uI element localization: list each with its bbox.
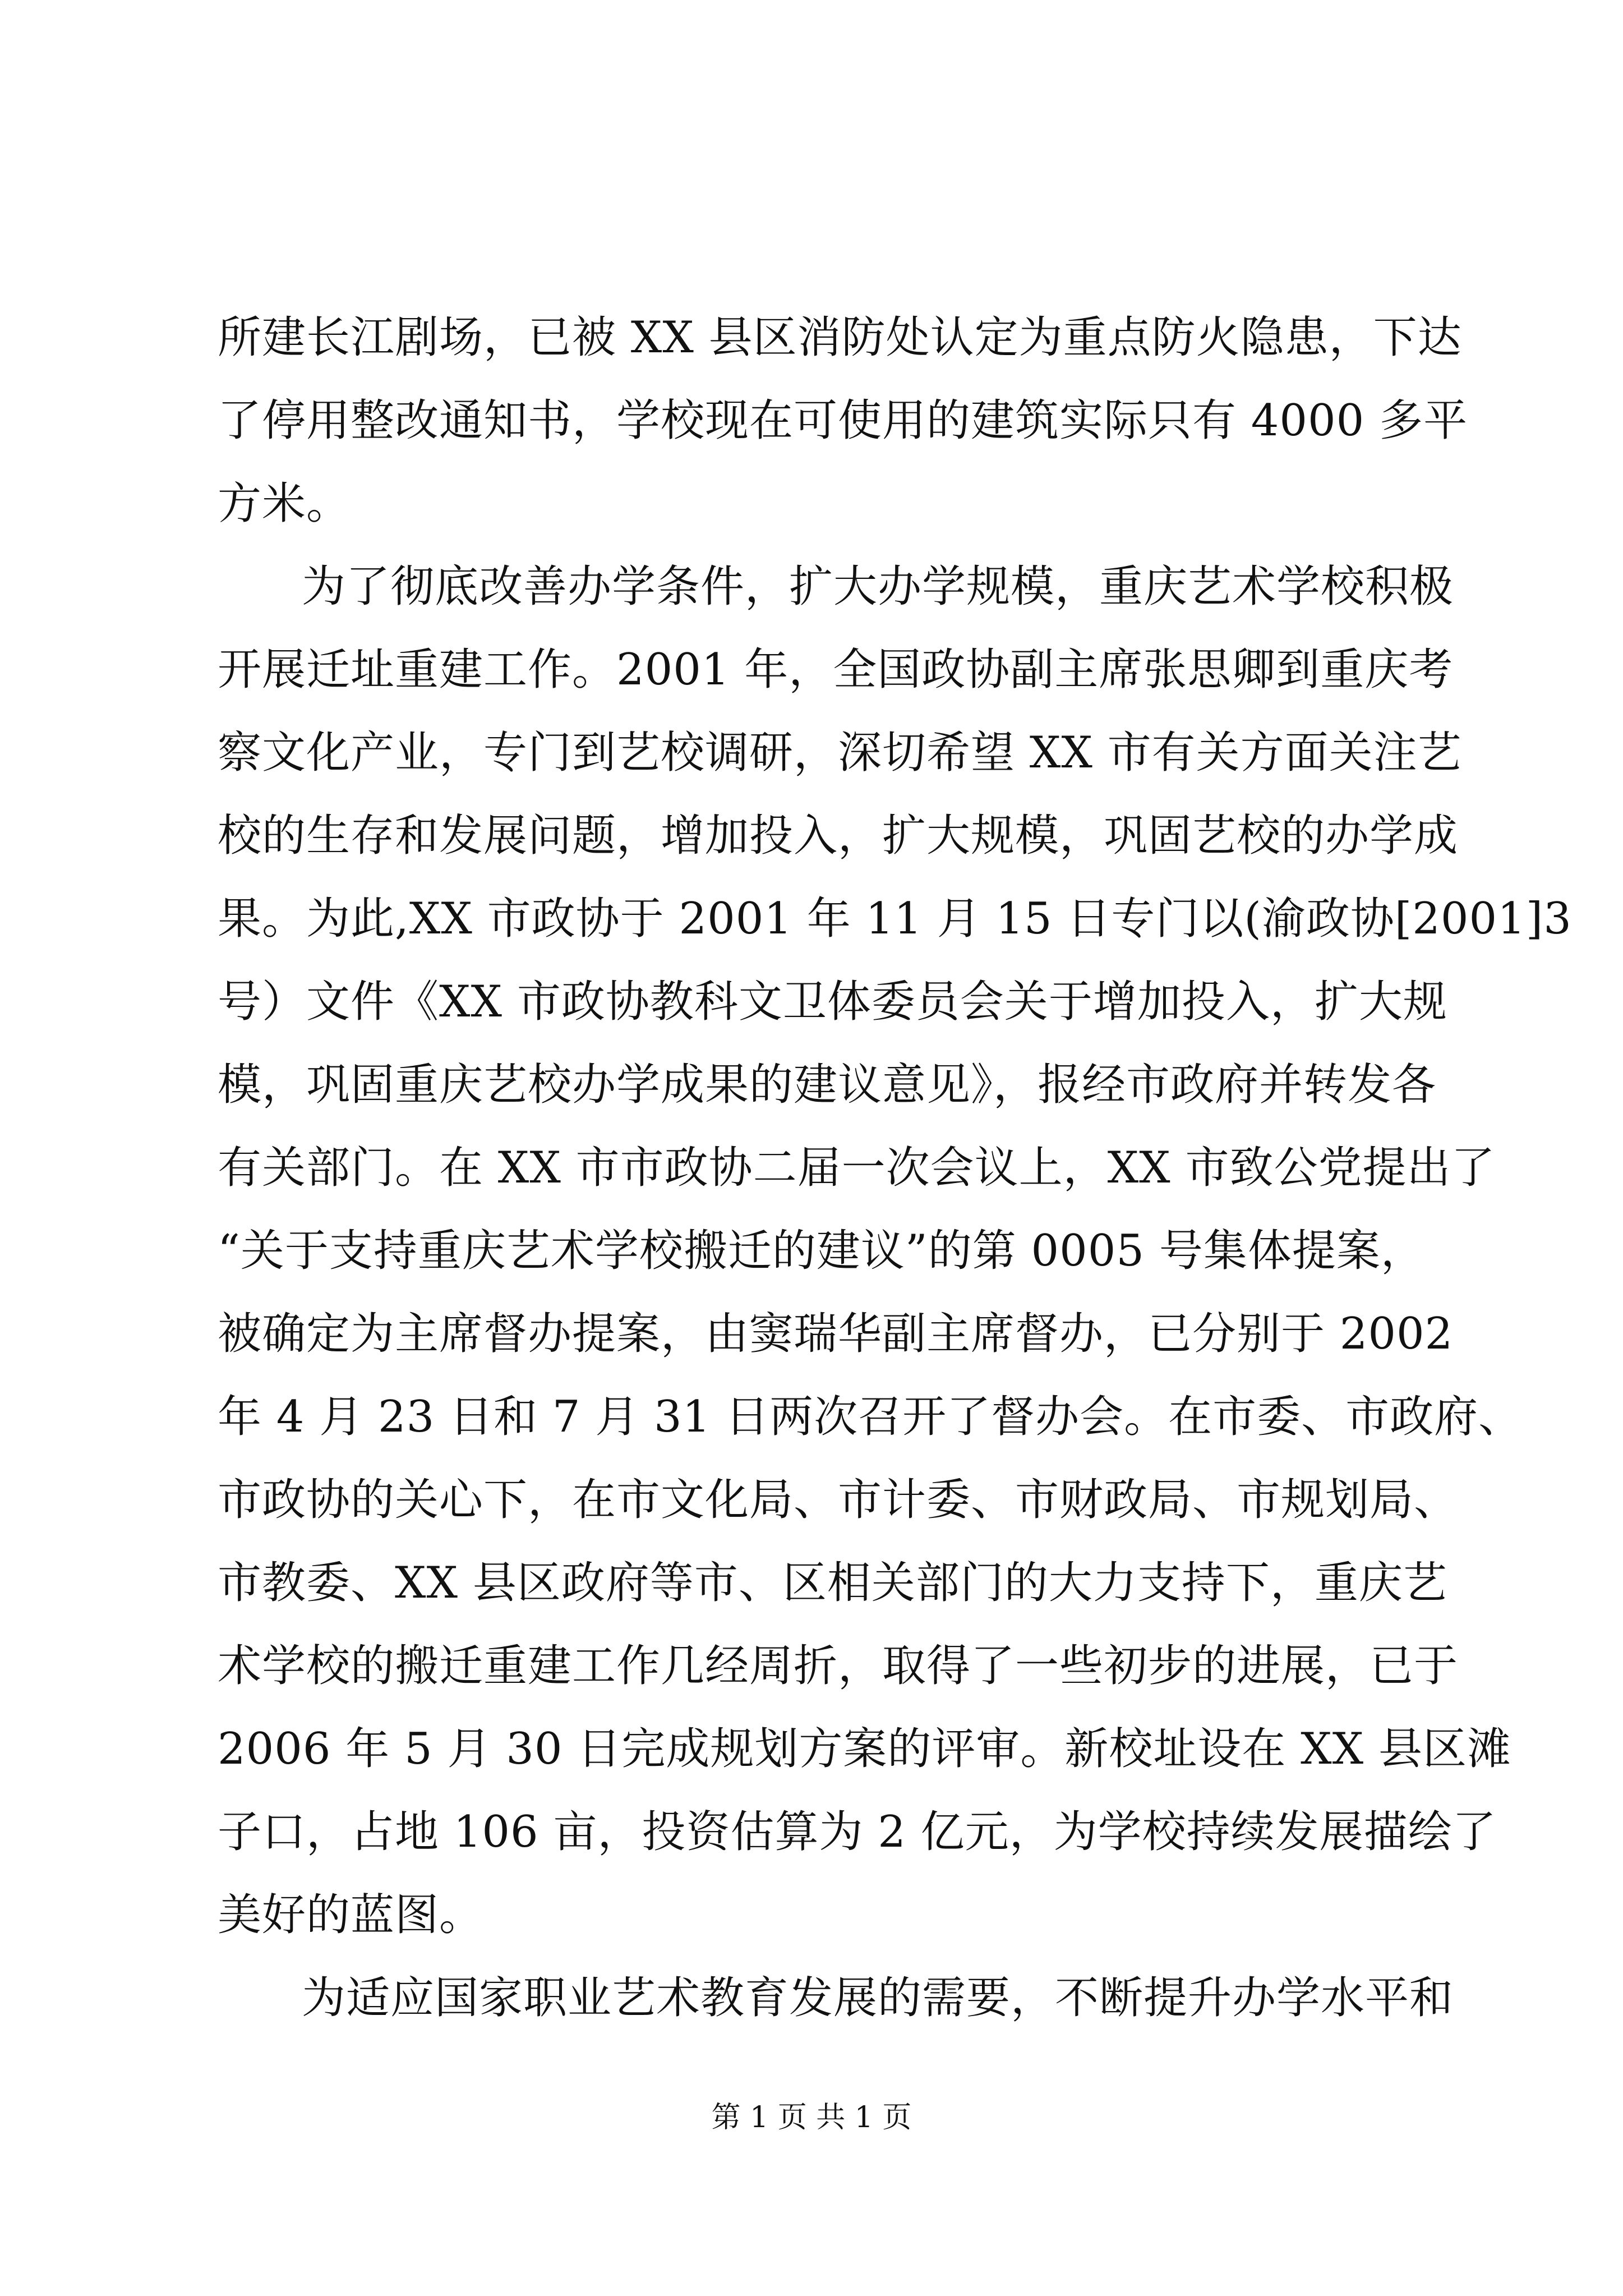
text-line: 有关部门。在 XX 市市政协二届一次会议上，XX 市致公党提出了 [218, 1143, 1496, 1193]
page-footer [0, 2098, 1623, 2137]
text-line: 术学校的搬迁重建工作几经周折，取得了一些初步的进展，已于 [218, 1641, 1459, 1691]
page-number-label: 第 1 页 共 1 页 [711, 2101, 912, 2134]
paragraph-start-line: 为适应国家职业艺术教育发展的需要，不断提升办学水平和 [302, 1973, 1454, 2023]
body-text [218, 296, 1572, 2040]
text-line: 被确定为主席督办提案，由窦瑞华副主席督办，已分别于 2002 [218, 1309, 1454, 1359]
text-line: 开展迁址重建工作。2001 年，全国政协副主席张思卿到重庆考 [218, 645, 1454, 695]
text-line: 模，巩固重庆艺校办学成果的建议意见》，报经市政府并转发各 [218, 1060, 1437, 1110]
text-line: 察文化产业，专门到艺校调研，深切希望 XX 市有关方面关注艺 [218, 728, 1462, 778]
paragraph-start-line: 为了彻底改善办学条件，扩大办学规模，重庆艺术学校积极 [302, 562, 1454, 612]
text-line: 了停用整改通知书，学校现在可使用的建筑实际只有 4000 多平 [218, 395, 1468, 446]
text-line: 市政协的关心下，在市文化局、市计委、市财政局、市规划局、 [218, 1475, 1459, 1525]
text-line: 方米。 [218, 478, 351, 529]
text-line: 所建长江剧场，已被 XX 县区消防处认定为重点防火隐患，下达 [218, 312, 1462, 363]
text-line: 号）文件《XX 市政协教科文卫体委员会关于增加投入，扩大规 [218, 977, 1447, 1027]
text-line: 校的生存和发展问题，增加投入，扩大规模，巩固艺校的办学成 [218, 811, 1459, 861]
text-line: 2006 年 5 月 30 日完成规划方案的评审。新校址设在 XX 县区滩 [218, 1724, 1511, 1774]
text-line: 年 4 月 23 日和 7 月 31 日两次召开了督办会。在市委、市政府、 [218, 1392, 1523, 1442]
text-line: “关于支持重庆艺术学校搬迁的建议”的第 0005 号集体提案， [218, 1226, 1425, 1276]
text-line: 果。为此,XX 市政协于 2001 年 11 月 15 日专门以(渝政协[2001]3 [218, 894, 1572, 944]
text-line: 市教委、XX 县区政府等市、区相关部门的大力支持下，重庆艺 [218, 1558, 1447, 1608]
text-line: 子口，占地 106 亩，投资估算为 2 亿元，为学校持续发展描绘了 [218, 1807, 1497, 1857]
text-line: 美好的蓝图。 [218, 1890, 484, 1940]
